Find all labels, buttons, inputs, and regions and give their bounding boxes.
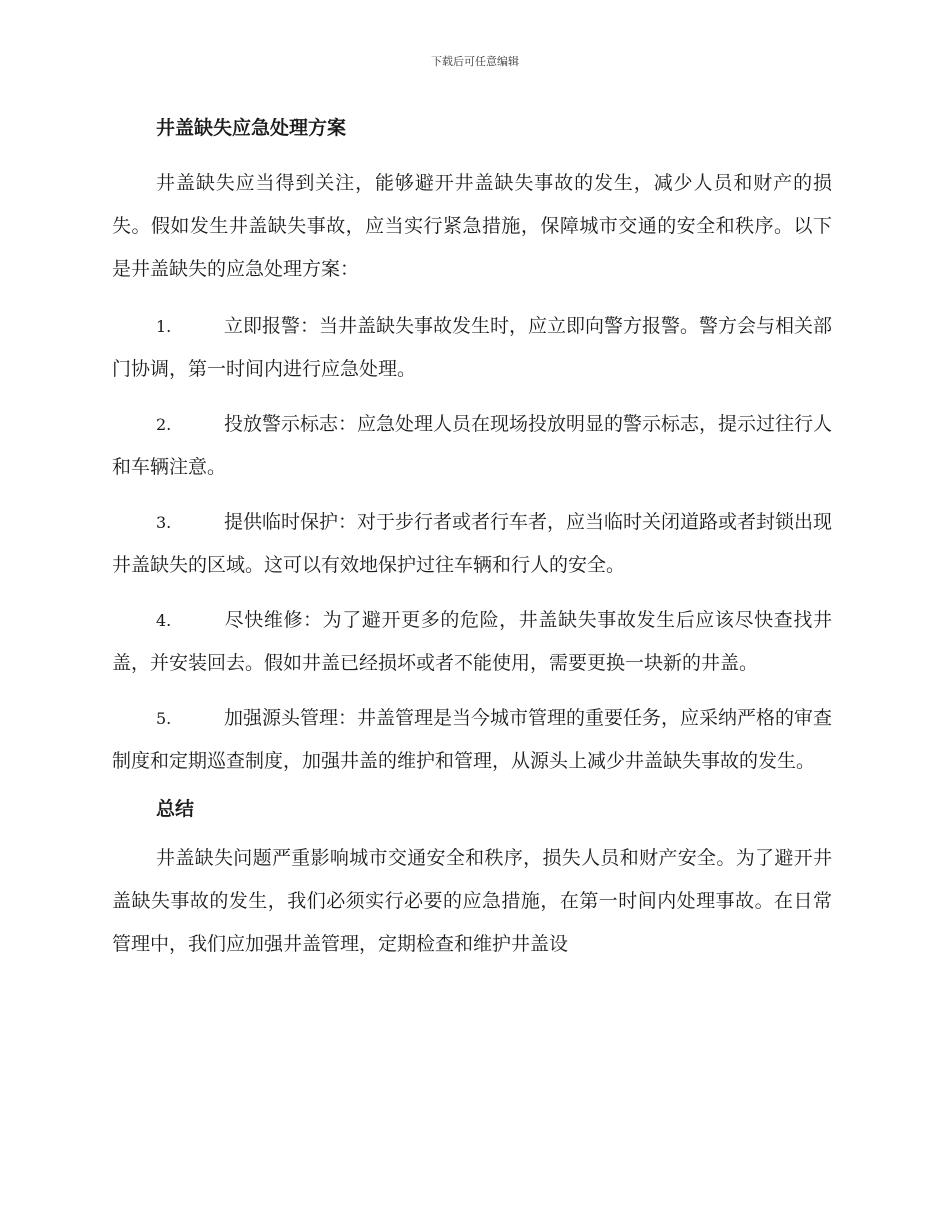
list-item-number: 4. bbox=[156, 611, 172, 630]
list-item bbox=[112, 697, 832, 783]
list-item bbox=[112, 305, 832, 391]
list-item-text: 提供临时保护：对于步行者或者行车者，应当临时关闭道路或者封锁出现井盖缺失的区域。这可以有效地保护过往车辆和行人的安全。 bbox=[112, 511, 833, 576]
list-item-number: 3. bbox=[156, 513, 172, 532]
list-item-text: 加强源头管理：井盖管理是当今城市管理的重要任务，应采纳严格的审查制度和定期巡查制度，加强井盖的维护和管理，从源头上减少井盖缺失事故的发生。 bbox=[112, 707, 833, 772]
list-item bbox=[112, 403, 832, 489]
page-header: 下载后可任意编辑 bbox=[431, 55, 519, 68]
document-body bbox=[112, 112, 832, 966]
list-item-number: 1. bbox=[156, 317, 172, 336]
list-item bbox=[112, 599, 832, 685]
list-item-text: 立即报警：当井盖缺失事故发生时，应立即向警方报警。警方会与相关部门协调，第一时间内进行应急处理。 bbox=[112, 315, 833, 380]
list-item-number: 5. bbox=[156, 709, 172, 728]
list-item-text: 尽快维修：为了避开更多的危险，井盖缺失事故发生后应该尽快查找井盖，并安装回去。假如井盖已经损坏或者不能使用，需要更换一块新的井盖。 bbox=[112, 609, 832, 674]
document-title: 井盖缺失应急处理方案 bbox=[156, 117, 347, 139]
list-item-number: 2. bbox=[156, 415, 172, 434]
list-item-text: 投放警示标志：应急处理人员在现场投放明显的警示标志，提示过往行人和车辆注意。 bbox=[112, 413, 833, 478]
summary-paragraph: 井盖缺失问题严重影响城市交通安全和秩序，损失人员和财产安全。为了避开井盖缺失事故的发生，我们必须实行必要的应急措施，在第一时间内处理事故。在日常管理中，我们应加强井盖管理，定期检查和维护井盖设 bbox=[112, 847, 832, 955]
intro-paragraph: 井盖缺失应当得到关注，能够避开井盖缺失事故的发生，减少人员和财产的损失。假如发生井盖缺失事故，应当实行紧急措施，保障城市交通的安全和秩序。以下是井盖缺失的应急处理方案： bbox=[112, 172, 832, 280]
summary-heading: 总结 bbox=[156, 798, 195, 820]
list-item bbox=[112, 501, 832, 587]
